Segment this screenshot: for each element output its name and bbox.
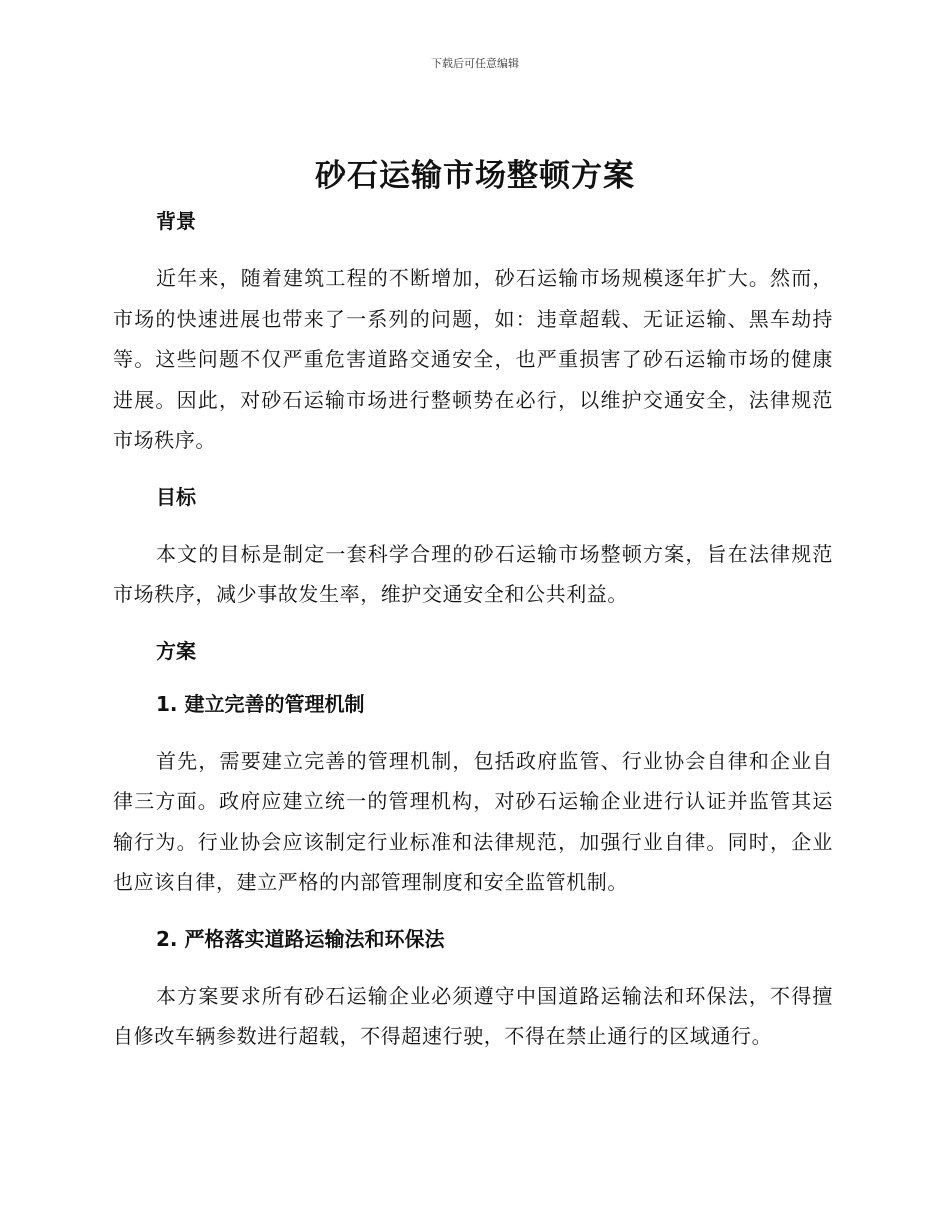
subsection-heading-1: 1. 建立完善的管理机制 xyxy=(156,691,365,716)
section-heading-goal: 目标 xyxy=(156,484,196,509)
paragraph-background: 近年来，随着建筑工程的不断增加，砂石运输市场规模逐年扩大。然而，市场的快速进展也带来了一系列的问题，如：违章超载、无证运输、黑车劫持等。这些问题不仅严重危害道路交通安全，也严重损害了砂石运输市场的健康进展。因此，对砂石运输市场进行整顿势在必行，以维护交通安全，法律规范市场秩序。 xyxy=(113,266,833,452)
section-heading-plan: 方案 xyxy=(156,638,196,663)
subsection-heading-2: 2. 严格落实道路运输法和环保法 xyxy=(156,926,445,951)
document-title: 砂石运输市场整顿方案 xyxy=(315,158,635,194)
header-note: 下载后可任意编辑 xyxy=(431,57,519,70)
document-body xyxy=(113,204,833,1057)
paragraph-plan-2: 本方案要求所有砂石运输企业必须遵守中国道路运输法和环保法，不得擅自修改车辆参数进行超载，不得超速行驶，不得在禁止通行的区域通行。 xyxy=(113,983,833,1048)
paragraph-goal: 本文的目标是制定一套科学合理的砂石运输市场整顿方案，旨在法律规范市场秩序，减少事故发生率，维护交通安全和公共利益。 xyxy=(113,541,833,606)
paragraph-plan-1: 首先，需要建立完善的管理机制，包括政府监管、行业协会自律和企业自律三方面。政府应建立统一的管理机构，对砂石运输企业进行认证并监管其运输行为。行业协会应该制定行业标准和法律规范，加强行业自律。同时，企业也应该自律，建立严格的内部管理制度和安全监管机制。 xyxy=(113,748,833,894)
section-heading-background: 背景 xyxy=(156,209,196,233)
